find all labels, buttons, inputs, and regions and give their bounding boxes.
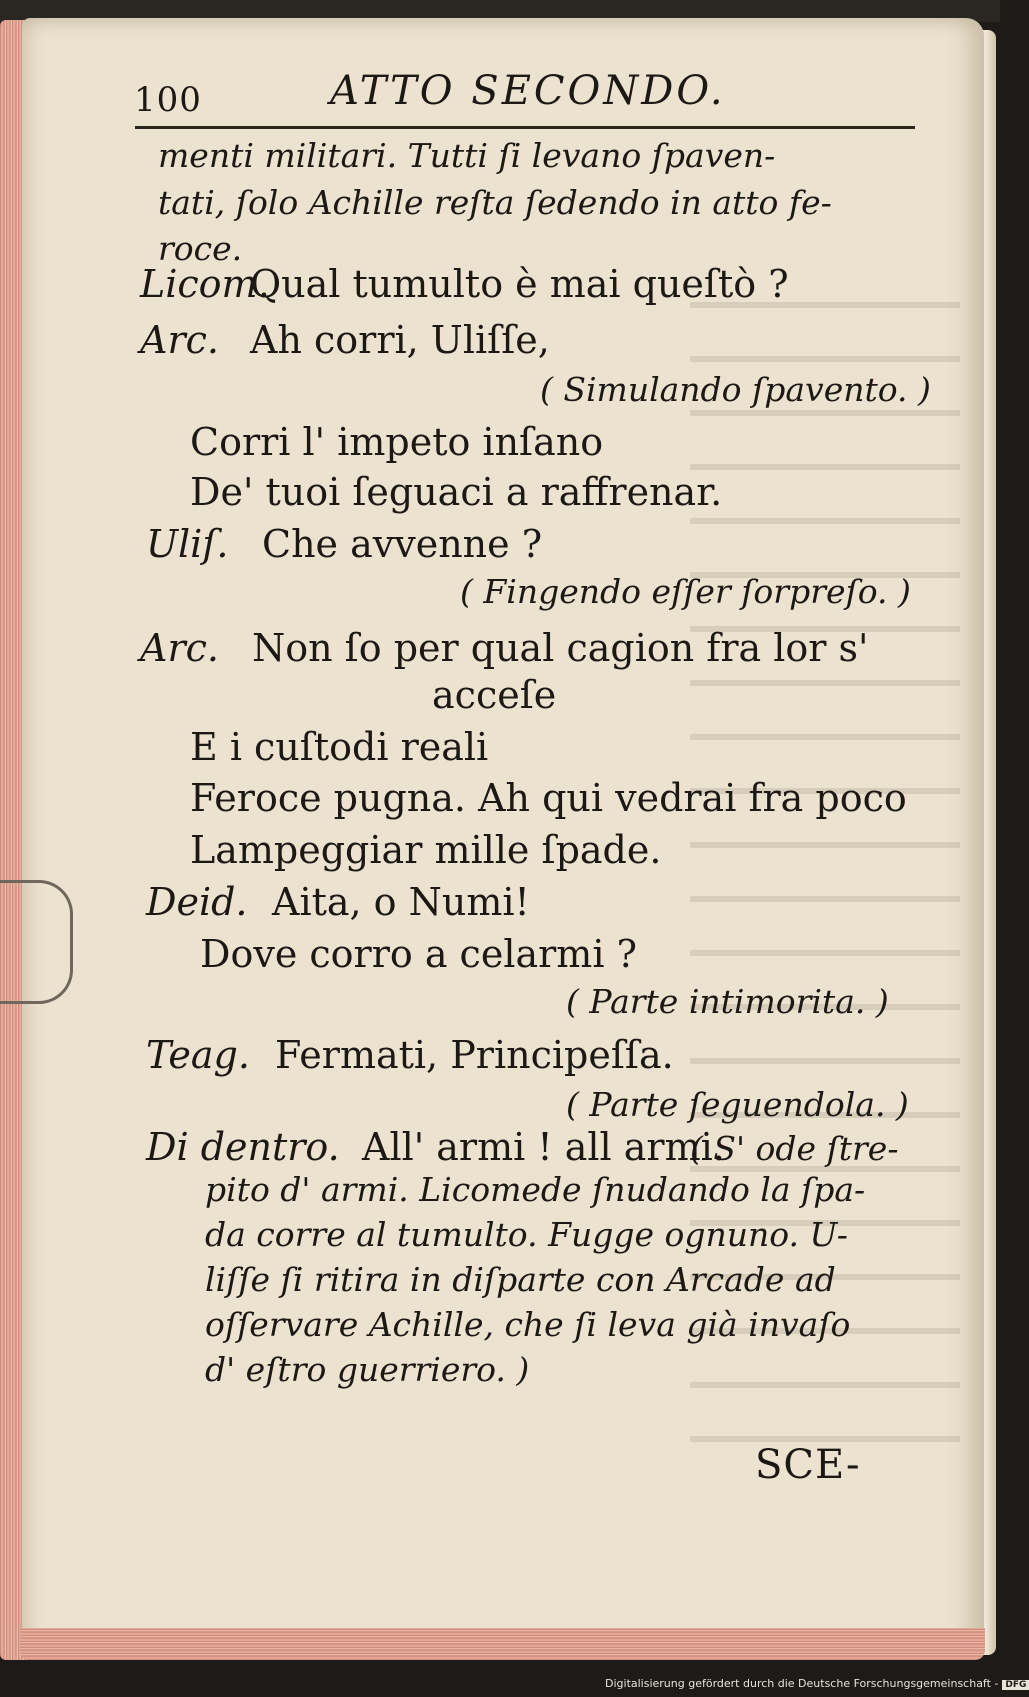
stage-direction-line: roce.	[158, 229, 243, 268]
show-through-text	[690, 280, 960, 1480]
speaker-label: Deid.	[146, 880, 248, 924]
verse-line: De' tuoi ſeguaci a raffrenar.	[190, 470, 723, 514]
stage-direction-line: da corre al tumulto. Fugge ognuno. U-	[205, 1215, 848, 1254]
verse-line: Feroce pugna. Ah qui vedrai fra poco	[190, 776, 907, 820]
stage-direction-line: ( Fingendo eſſer ſorpreſo. )	[460, 572, 911, 611]
stage-direction-line: pito d' armi. Licomede ſnudando la ſpa-	[205, 1170, 866, 1209]
speaker-label: Arc.	[140, 626, 219, 670]
running-title: ATTO SECONDO.	[330, 68, 726, 114]
verse-line: Lampeggiar mille ſpade.	[190, 828, 662, 872]
verse-line: Dove corro a celarmi ?	[200, 932, 637, 976]
verse-line: acceſe	[432, 673, 557, 717]
stage-direction-line: d' eſtro guerriero. )	[205, 1350, 530, 1389]
verse-line: Fermati, Principeſſa.	[275, 1033, 674, 1077]
verse-line: Ah corri, Uliſſe,	[250, 318, 550, 362]
verse-line: Non ſo per qual cagion fra lor s'	[252, 626, 869, 670]
page-edge-bottom	[20, 1628, 985, 1660]
stage-direction-line: oſſervare Achille, che ſi leva già invaſo	[205, 1305, 851, 1344]
page-number: 100	[134, 80, 202, 120]
speaker-label: Licom.	[140, 262, 270, 306]
stage-direction-line: liſſe ſi ritira in diſparte con Arcade ad	[205, 1260, 836, 1299]
verse-line: Corri l' impeto inſano	[190, 420, 604, 464]
stage-direction-line: tati, ſolo Achille reſta ſedendo in atto fe-	[158, 183, 832, 222]
digitization-credit	[605, 1677, 1029, 1690]
stage-direction-line: menti militari. Tutti ſi levano ſpaven-	[158, 136, 776, 175]
stage-direction-line: ( Parte ſeguendola. )	[566, 1085, 909, 1124]
speaker-label: Uliſ.	[146, 522, 229, 566]
verse-line: All' armi ! all armi.	[362, 1125, 725, 1169]
verse-line: E i cuſtodi reali	[190, 725, 489, 769]
stage-direction-line: ( S' ode ſtre-	[690, 1129, 899, 1168]
header-rule	[135, 126, 915, 129]
speaker-label: Teag.	[146, 1033, 250, 1077]
credit-text: Digitalisierung gefördert durch die Deutsche Forschungsgemeinschaft -	[605, 1677, 999, 1690]
stage-direction-line: ( Parte intimorita. )	[566, 982, 889, 1021]
verse-line: Che avvenne ?	[262, 522, 543, 566]
running-header	[130, 66, 920, 126]
dfg-logo: DFG	[1002, 1680, 1029, 1690]
verse-line: Aita, o Numi!	[272, 880, 530, 924]
stage-direction-line: ( Simulando ſpavento. )	[540, 370, 931, 409]
page-clip	[0, 880, 73, 1004]
verse-line: Qual tumulto è mai queſtò ?	[250, 262, 789, 306]
speaker-label: Di dentro.	[146, 1125, 340, 1169]
speaker-label: Arc.	[140, 318, 219, 362]
catchword: SCE-	[755, 1442, 861, 1488]
